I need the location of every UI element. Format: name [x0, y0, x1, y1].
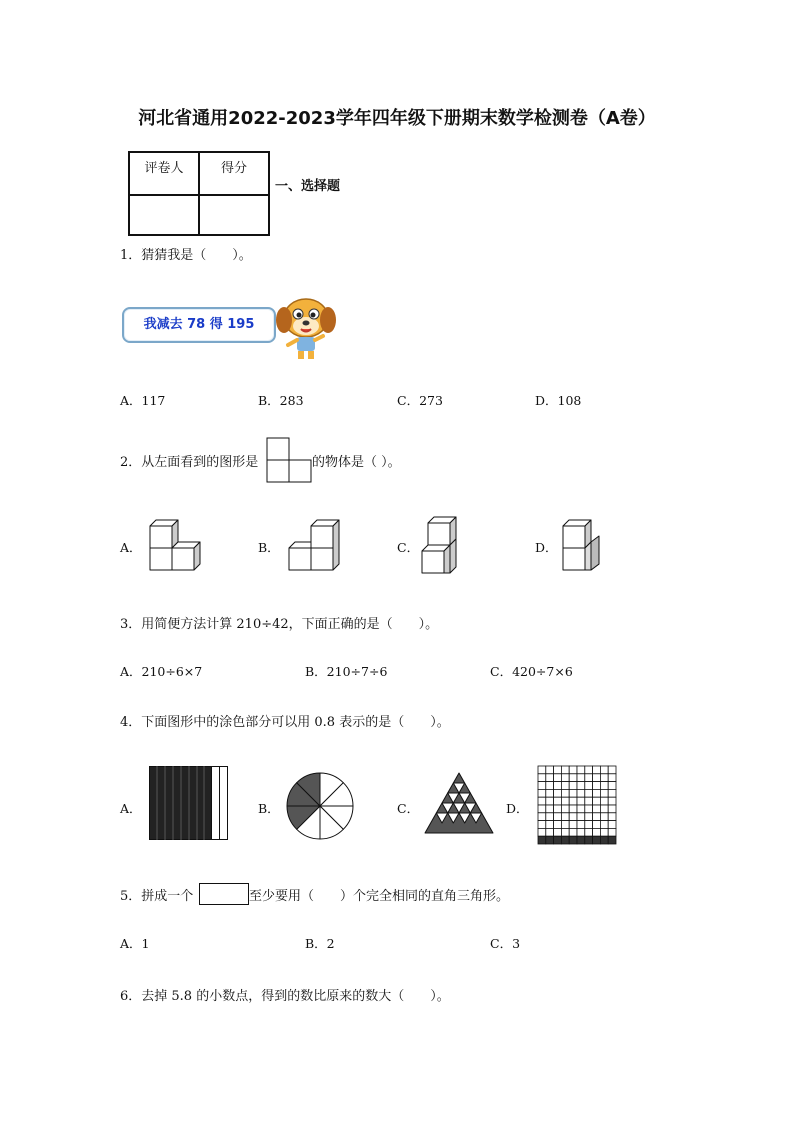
- grid-cell: [561, 797, 569, 805]
- grid-cell: [569, 805, 577, 813]
- grid-cell: [561, 805, 569, 813]
- q3-option-c[interactable]: C．420÷7×6: [490, 664, 573, 679]
- grid-cell: [577, 766, 585, 774]
- grid-cell: [554, 813, 562, 821]
- grid-cell: [600, 828, 608, 836]
- question-5-part-1: 5．拼成一个: [120, 889, 194, 904]
- left-view-shape-icon: [266, 437, 312, 483]
- grid-cell-shaded: [585, 836, 593, 844]
- score-header: 得分: [199, 152, 269, 195]
- q4-option-c[interactable]: C．: [397, 801, 420, 816]
- grid-cell: [593, 805, 601, 813]
- grid-cell: [554, 828, 562, 836]
- grid-cell: [593, 782, 601, 790]
- grid-cell: [577, 805, 585, 813]
- q3-option-a[interactable]: A．210÷6×7: [120, 664, 203, 679]
- question-3: 3．用简便方法计算 210÷42，下面正确的是（ ）。: [120, 617, 439, 632]
- grid-cell-shaded: [593, 836, 601, 844]
- q1-option-a[interactable]: A．117: [120, 393, 166, 408]
- grid-cell: [546, 805, 554, 813]
- grid-cell: [561, 813, 569, 821]
- grid-cell-shaded: [538, 836, 546, 844]
- grid-cell: [585, 821, 593, 829]
- q2-option-d[interactable]: D．: [535, 540, 558, 555]
- grid-cell: [538, 789, 546, 797]
- hundred-grid-icon: [537, 765, 617, 845]
- grid-cell: [546, 828, 554, 836]
- grid-cell: [577, 782, 585, 790]
- grid-cell: [561, 821, 569, 829]
- grid-cell: [546, 813, 554, 821]
- q1-option-d[interactable]: D．108: [535, 393, 582, 408]
- grid-cell: [593, 828, 601, 836]
- section-heading: 一、选择题: [275, 179, 341, 194]
- q5-option-a[interactable]: A．1: [120, 936, 150, 951]
- score-table: [128, 151, 270, 236]
- grid-cell: [600, 797, 608, 805]
- grid-cell-shaded: [577, 836, 585, 844]
- grid-cell: [608, 805, 616, 813]
- q2-option-b[interactable]: B．: [258, 540, 280, 555]
- grid-cell: [608, 797, 616, 805]
- grid-cell: [577, 828, 585, 836]
- grid-cell: [608, 782, 616, 790]
- grid-cell: [561, 782, 569, 790]
- grid-cell: [600, 789, 608, 797]
- grid-cell: [608, 813, 616, 821]
- q2-option-a[interactable]: A．: [120, 540, 142, 555]
- grid-cell-shaded: [561, 836, 569, 844]
- grid-cell: [577, 789, 585, 797]
- grid-cell: [546, 782, 554, 790]
- grid-cell: [593, 821, 601, 829]
- grid-cell: [600, 821, 608, 829]
- speech-bubble: 我减去 78 得 195: [122, 307, 276, 343]
- cube-stack-c-icon: [420, 515, 462, 575]
- grid-cell: [569, 782, 577, 790]
- grid-cell: [569, 821, 577, 829]
- grid-cell: [554, 789, 562, 797]
- grid-cell: [585, 774, 593, 782]
- question-4: 4．下面图形中的涂色部分可以用 0.8 表示的是（ ）。: [120, 715, 450, 730]
- grid-cell: [593, 797, 601, 805]
- grid-cell: [538, 766, 546, 774]
- grid-cell: [561, 828, 569, 836]
- grid-cell: [554, 782, 562, 790]
- grid-cell: [585, 797, 593, 805]
- grid-cell: [585, 813, 593, 821]
- grid-cell: [546, 797, 554, 805]
- grid-cell: [593, 789, 601, 797]
- grid-cell: [569, 766, 577, 774]
- grid-cell: [608, 821, 616, 829]
- grid-cell: [577, 797, 585, 805]
- grid-cell: [554, 797, 562, 805]
- grid-cell: [554, 766, 562, 774]
- q5-option-c[interactable]: C．3: [490, 936, 521, 951]
- question-1: 1．猜猜我是（ ）。: [120, 248, 252, 263]
- grid-cell: [569, 828, 577, 836]
- grid-cell: [546, 789, 554, 797]
- q4-option-a[interactable]: A．: [120, 801, 142, 816]
- question-6: 6．去掉 5.8 的小数点，得到的数比原来的数大（ ）。: [120, 989, 450, 1004]
- grid-cell: [600, 813, 608, 821]
- question-2-part-2: 的物体是（ ）。: [312, 455, 401, 470]
- shaded-bars-icon: [149, 766, 229, 840]
- grid-cell: [546, 774, 554, 782]
- rectangle-figure-icon: [199, 883, 249, 905]
- q2-option-c[interactable]: C．: [397, 540, 420, 555]
- grid-cell-shaded: [600, 836, 608, 844]
- grader-header: 评卷人: [129, 152, 199, 195]
- grid-cell: [577, 813, 585, 821]
- grid-cell: [569, 813, 577, 821]
- grid-cell: [538, 774, 546, 782]
- grid-cell: [561, 766, 569, 774]
- grid-cell: [600, 805, 608, 813]
- grid-cell: [554, 821, 562, 829]
- grid-cell-shaded: [608, 836, 616, 844]
- q3-option-b[interactable]: B．210÷7÷6: [305, 664, 388, 679]
- grid-cell: [538, 805, 546, 813]
- grid-cell: [608, 828, 616, 836]
- grid-cell: [585, 789, 593, 797]
- grid-cell: [600, 766, 608, 774]
- grid-cell: [538, 782, 546, 790]
- grid-cell: [546, 821, 554, 829]
- grid-cell: [577, 821, 585, 829]
- q4-option-b[interactable]: B．: [258, 801, 280, 816]
- q4-option-d[interactable]: D．: [506, 801, 529, 816]
- grid-cell: [577, 774, 585, 782]
- grid-cell: [608, 789, 616, 797]
- cube-stack-b-icon: [285, 518, 343, 572]
- score-cell[interactable]: [199, 195, 269, 235]
- grid-cell: [593, 813, 601, 821]
- shaded-circle-icon: [285, 771, 355, 841]
- grid-cell: [608, 774, 616, 782]
- puppy-mascot-icon: [270, 292, 342, 364]
- grid-cell: [561, 774, 569, 782]
- page-title: 河北省通用2022-2023学年四年级下册期末数学检测卷（A卷）: [138, 108, 656, 129]
- q1-option-b[interactable]: B．283: [258, 393, 304, 408]
- grader-cell[interactable]: [129, 195, 199, 235]
- grid-cell: [585, 782, 593, 790]
- grid-cell: [569, 797, 577, 805]
- grid-cell: [608, 766, 616, 774]
- q5-option-b[interactable]: B．2: [305, 936, 335, 951]
- grid-cell: [538, 828, 546, 836]
- grid-cell-shaded: [546, 836, 554, 844]
- q1-option-c[interactable]: C．273: [397, 393, 443, 408]
- grid-cell: [554, 774, 562, 782]
- cube-stack-d-icon: [561, 518, 605, 572]
- question-2-part-1: 2．从左面看到的图形是: [120, 455, 259, 470]
- grid-cell: [538, 813, 546, 821]
- grid-cell: [546, 766, 554, 774]
- grid-cell-shaded: [554, 836, 562, 844]
- question-5-part-2: 至少要用（ ）个完全相同的直角三角形。: [249, 889, 510, 904]
- cube-stack-a-icon: [146, 518, 204, 572]
- grid-cell: [600, 774, 608, 782]
- grid-cell: [569, 789, 577, 797]
- grid-cell: [538, 821, 546, 829]
- shaded-triangle-icon: [424, 772, 494, 834]
- grid-cell: [554, 805, 562, 813]
- grid-cell: [585, 828, 593, 836]
- grid-cell: [585, 805, 593, 813]
- grid-cell: [538, 797, 546, 805]
- grid-cell: [561, 789, 569, 797]
- grid-cell: [593, 766, 601, 774]
- grid-cell-shaded: [569, 836, 577, 844]
- grid-cell: [585, 766, 593, 774]
- grid-cell: [600, 782, 608, 790]
- grid-cell: [593, 774, 601, 782]
- grid-cell: [569, 774, 577, 782]
